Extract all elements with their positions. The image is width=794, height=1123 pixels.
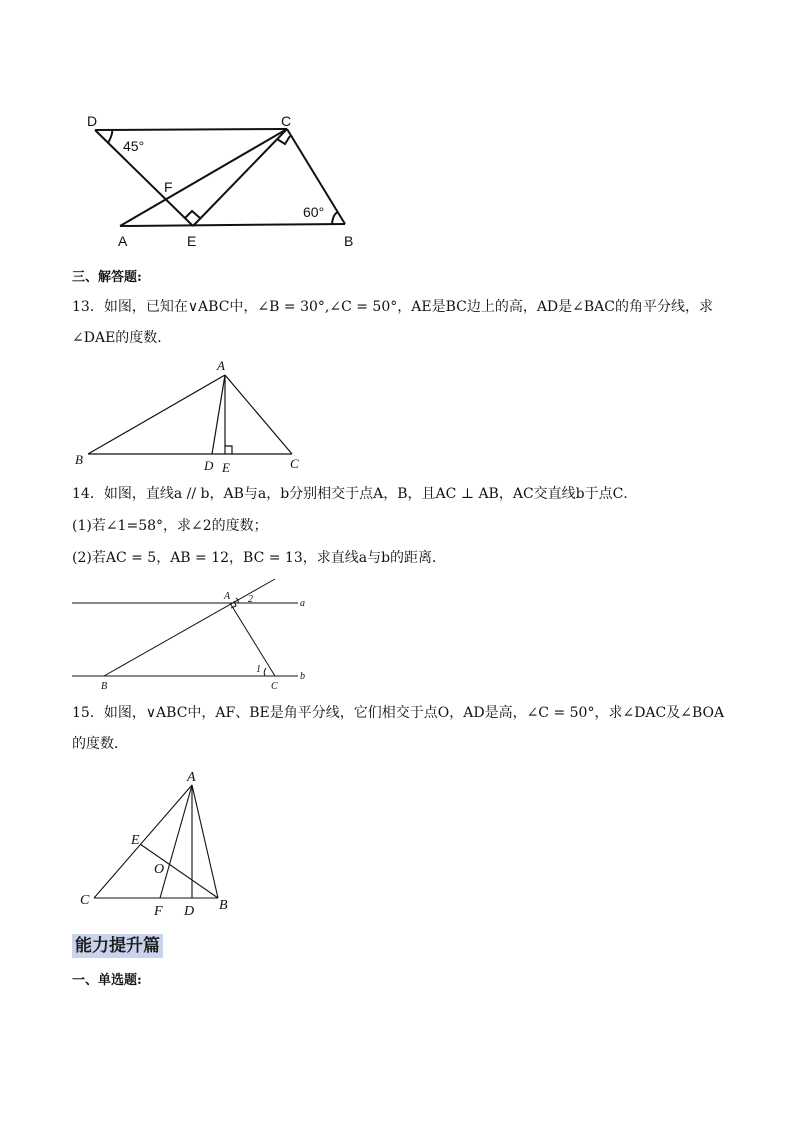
angle-45: 45° [123, 138, 145, 154]
q15-label-D: D [184, 904, 195, 919]
section-heading-single-choice: 一、单选题: [72, 973, 142, 988]
figure-q14-parallel-lines [70, 576, 320, 694]
q14-label-C: C [271, 681, 278, 692]
q14-text-line3: (2)若AC = 5，AB = 12，BC = 13，求直线a与b的距离． [72, 550, 447, 566]
section-heading-answers: 三、解答题: [72, 270, 142, 285]
q15-label-B: B [219, 898, 228, 913]
q13-label-E: E [222, 460, 230, 475]
label-A: A [118, 233, 128, 249]
figure-q15-triangle [74, 766, 244, 920]
q13-text-line2: ∠DAE的度数． [72, 330, 172, 346]
q14-text-line1: 14．如图，直线a // b，AB与a，b分别相交于点A，B，且AC ⊥ AB，AC交直线b于点C． [72, 486, 638, 502]
label-B: B [344, 233, 354, 249]
q13-label-A: A [217, 358, 225, 373]
label-F: F [164, 179, 173, 195]
q14-text-line2: (1)若∠1=58°，求∠2的度数； [72, 518, 268, 534]
q14-label-a: a [300, 598, 305, 609]
q14-label-b: b [300, 671, 305, 682]
q15-label-O: O [154, 862, 165, 877]
q15-label-C: C [80, 893, 90, 908]
q15-label-F: F [154, 904, 163, 919]
q15-label-A: A [187, 770, 196, 785]
figure-q13-triangle [74, 356, 314, 476]
q13-label-D: D [204, 458, 214, 473]
label-C: C [281, 113, 292, 129]
q14-label-one: 1 [256, 664, 261, 675]
angle-60: 60° [303, 204, 325, 220]
q15-text-line1: 15．如图，∨ABC中，AF、BE是角平分线，它们相交于点O，AD是高，∠C = 50°，求∠DAC及∠BOA [72, 705, 725, 721]
figure-quadrilateral [80, 108, 370, 258]
q15-text-line2: 的度数． [72, 736, 128, 752]
q15-label-E: E [131, 833, 140, 848]
q13-label-B: B [75, 452, 83, 467]
ability-section-tab: 能力提升篇 [72, 934, 163, 958]
q13-text-line1: 13．如图，已知在∨ABC中，∠B = 30°,∠C = 50°，AE是BC边上的高，AD是∠BAC的角平分线，求 [72, 299, 713, 315]
q14-label-B: B [101, 681, 108, 692]
q14-label-A: A [224, 591, 231, 602]
q13-label-C: C [290, 456, 299, 471]
q14-label-two: 2 [248, 594, 253, 605]
label-D: D [87, 113, 98, 129]
label-E: E [187, 233, 197, 249]
